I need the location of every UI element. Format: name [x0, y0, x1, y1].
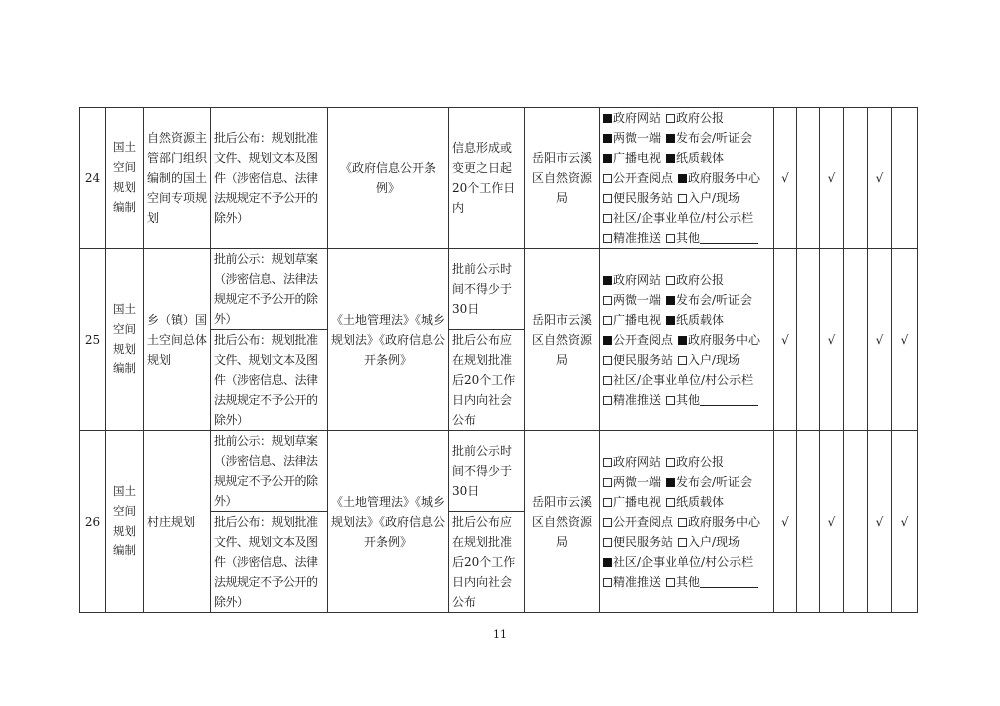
channel-option[interactable] — [603, 111, 661, 125]
channel-option[interactable] — [666, 495, 724, 509]
time-limit-cell: 批前公示时间不得少于30日 — [449, 431, 525, 512]
channel-line — [603, 270, 770, 290]
check-mark-cell: √ — [820, 249, 844, 431]
row-number: 25 — [80, 249, 106, 431]
fill-in-blank — [700, 231, 758, 244]
content-cell: 批前公示：规划草案（涉密信息、法律法规规定不予公开的除外） — [211, 431, 328, 512]
channel-option[interactable] — [603, 293, 661, 307]
unchecked-box-icon — [678, 518, 687, 527]
channel-option[interactable] — [678, 171, 760, 185]
checked-box-icon — [603, 154, 612, 163]
channel-option[interactable] — [603, 231, 661, 245]
channel-option[interactable] — [603, 191, 673, 205]
unchecked-box-icon — [666, 578, 675, 587]
check-mark-cell: √ — [892, 431, 918, 613]
channel-label: 其他 — [676, 574, 701, 589]
checked-box-icon — [678, 336, 687, 345]
table-row — [80, 108, 918, 249]
channel-option[interactable] — [603, 455, 661, 469]
fill-in-blank — [700, 393, 758, 406]
channel-label: 入户/现场 — [688, 191, 741, 205]
channel-option[interactable] — [603, 393, 661, 407]
channel-option[interactable] — [666, 313, 724, 327]
channel-label: 政府网站 — [613, 111, 662, 125]
unchecked-box-icon — [603, 174, 612, 183]
channel-line — [603, 512, 770, 532]
subject-cell: 岳阳市云溪区自然资源局 — [525, 249, 600, 431]
category-text-line: 空间 — [113, 160, 136, 175]
check-mark-cell — [892, 108, 918, 249]
item-cell: 乡（镇）国土空间总体规划 — [144, 249, 211, 431]
channel-label: 广播电视 — [613, 312, 662, 327]
channel-line — [603, 552, 770, 572]
check-mark-cell: √ — [868, 108, 892, 249]
check-mark-cell — [844, 249, 868, 431]
checked-box-icon — [603, 114, 612, 123]
channel-option[interactable] — [603, 131, 661, 145]
channel-label: 精准推送 — [613, 574, 662, 589]
category-text-line: 规划 — [113, 523, 136, 538]
unchecked-box-icon — [603, 498, 612, 507]
check-mark-cell — [844, 108, 868, 249]
channel-label: 公开查阅点 — [613, 171, 674, 185]
unchecked-box-icon — [603, 578, 612, 587]
channel-option[interactable] — [603, 535, 673, 549]
content-cell: 批后公布：规划批准文件、规划文本及图件（涉密信息、法律法规规定不予公开的除外） — [211, 512, 328, 613]
channel-option[interactable] — [666, 475, 752, 489]
page-number: 11 — [493, 628, 507, 641]
check-mark-cell: √ — [774, 108, 797, 249]
category-cell — [106, 431, 144, 613]
unchecked-box-icon — [603, 458, 612, 467]
checked-box-icon — [666, 296, 675, 305]
item-cell: 自然资源主管部门组织编制的国土空间专项规划 — [144, 108, 211, 249]
channel-option[interactable] — [678, 515, 760, 529]
channel-option[interactable] — [666, 575, 758, 589]
unchecked-box-icon — [603, 194, 612, 203]
channel-label: 便民服务站 — [613, 191, 674, 205]
channel-option[interactable] — [666, 455, 724, 469]
category-text-line: 规划 — [113, 180, 136, 194]
channel-cell — [600, 431, 774, 613]
channel-option[interactable] — [678, 353, 740, 367]
channel-option[interactable] — [603, 373, 753, 387]
channel-label: 政府服务中心 — [688, 171, 761, 185]
channel-line — [603, 108, 770, 128]
channel-label: 便民服务站 — [613, 352, 674, 367]
item-cell: 村庄规划 — [144, 431, 211, 613]
basis-cell: 《土地管理法》《城乡规划法》《政府信息公开条例》 — [328, 249, 449, 431]
channel-label: 其他 — [676, 392, 701, 407]
channel-option[interactable] — [678, 535, 740, 549]
channel-option[interactable] — [603, 555, 753, 569]
channel-label: 广播电视 — [613, 151, 662, 165]
category-text-line: 国土 — [113, 483, 136, 498]
channel-option[interactable] — [603, 151, 661, 165]
check-mark-cell — [797, 108, 820, 249]
channel-line — [603, 290, 770, 310]
check-mark-cell: √ — [868, 431, 892, 613]
unchecked-box-icon — [678, 194, 687, 203]
check-mark-cell: √ — [868, 249, 892, 431]
channel-line — [603, 310, 770, 330]
check-mark-cell: √ — [820, 108, 844, 249]
disclosure-table — [79, 107, 918, 613]
channel-option[interactable] — [666, 393, 758, 407]
category-text-line: 国土 — [113, 140, 136, 155]
channel-option[interactable] — [666, 293, 752, 307]
channel-option[interactable] — [603, 171, 673, 185]
channel-option[interactable] — [678, 333, 760, 347]
time-limit-cell: 批后公布应在规划批准后20个工作日内向社会公布 — [449, 512, 525, 613]
channel-option[interactable] — [603, 333, 673, 347]
channel-option[interactable] — [678, 191, 740, 205]
unchecked-box-icon — [666, 114, 675, 123]
channel-label: 纸质载体 — [676, 494, 725, 509]
channel-label: 两微一端 — [613, 131, 662, 145]
channel-label: 两微一端 — [613, 474, 662, 489]
unchecked-box-icon — [603, 316, 612, 325]
category-cell — [106, 249, 144, 431]
channel-option[interactable] — [603, 211, 753, 225]
checked-box-icon — [603, 276, 612, 285]
channel-line — [603, 208, 770, 228]
category-text-line: 空间 — [113, 321, 136, 336]
channel-option[interactable] — [666, 231, 758, 245]
checked-box-icon — [666, 478, 675, 487]
unchecked-box-icon — [603, 518, 612, 527]
channel-line — [603, 350, 770, 370]
channel-label: 社区/企事业单位/村公示栏 — [613, 211, 754, 225]
checked-box-icon — [666, 134, 675, 143]
channel-label: 公开查阅点 — [613, 332, 674, 347]
channel-label: 两微一端 — [613, 292, 662, 307]
row-number: 26 — [80, 431, 106, 613]
row-number: 24 — [80, 108, 106, 249]
check-mark-cell: √ — [774, 431, 797, 613]
channel-line — [603, 128, 770, 148]
channel-option[interactable] — [666, 151, 724, 165]
content-cell: 批后公布：规划批准文件、规划文本及图件（涉密信息、法律法规规定不予公开的除外） — [211, 108, 328, 249]
channel-line — [603, 188, 770, 208]
channel-line — [603, 390, 770, 410]
channel-label: 其他 — [676, 231, 701, 245]
time-limit-cell: 批后公布应在规划批准后20个工作日内向社会公布 — [449, 330, 525, 431]
channel-line — [603, 492, 770, 512]
channel-option[interactable] — [603, 475, 661, 489]
check-mark-cell: √ — [820, 431, 844, 613]
check-mark-cell: √ — [892, 249, 918, 431]
channel-line — [603, 148, 770, 168]
category-text-line: 规划 — [113, 341, 136, 356]
channel-option[interactable] — [603, 353, 673, 367]
channel-label: 政府服务中心 — [688, 332, 761, 347]
unchecked-box-icon — [666, 396, 675, 405]
channel-label: 纸质载体 — [676, 312, 725, 327]
time-limit-cell: 信息形成或变更之日起20个工作日内 — [449, 108, 525, 249]
category-cell — [106, 108, 144, 249]
channel-option[interactable] — [603, 515, 673, 529]
channel-label: 政府公报 — [676, 272, 725, 287]
channel-option[interactable] — [603, 575, 661, 589]
channel-option[interactable] — [603, 313, 661, 327]
unchecked-box-icon — [603, 296, 612, 305]
basis-cell: 《政府信息公开条例》 — [328, 108, 449, 249]
channel-label: 广播电视 — [613, 494, 662, 509]
unchecked-box-icon — [666, 498, 675, 507]
channel-option[interactable] — [603, 495, 661, 509]
channel-cell — [600, 108, 774, 249]
unchecked-box-icon — [603, 376, 612, 385]
check-mark-cell — [797, 249, 820, 431]
channel-line — [603, 330, 770, 350]
channel-label: 社区/企事业单位/村公示栏 — [613, 554, 754, 569]
unchecked-box-icon — [666, 458, 675, 467]
channel-label: 政府公报 — [676, 454, 725, 469]
channel-label: 入户/现场 — [688, 534, 741, 549]
subject-cell: 岳阳市云溪区自然资源局 — [525, 108, 600, 249]
basis-cell: 《土地管理法》《城乡规划法》《政府信息公开条例》 — [328, 431, 449, 613]
check-mark-cell: √ — [774, 249, 797, 431]
channel-line — [603, 472, 770, 492]
category-text-line: 编制 — [113, 543, 136, 558]
unchecked-box-icon — [603, 356, 612, 365]
channel-line — [603, 370, 770, 390]
subject-cell: 岳阳市云溪区自然资源局 — [525, 431, 600, 613]
content-cell: 批后公布：规划批准文件、规划文本及图件（涉密信息、法律法规规定不予公开的除外） — [211, 330, 328, 431]
category-text-line: 编制 — [113, 361, 136, 376]
channel-line — [603, 572, 770, 592]
unchecked-box-icon — [603, 478, 612, 487]
channel-label: 入户/现场 — [688, 352, 741, 367]
checked-box-icon — [666, 316, 675, 325]
category-text-line: 国土 — [113, 301, 136, 316]
channel-line — [603, 168, 770, 188]
unchecked-box-icon — [666, 234, 675, 243]
check-mark-cell — [844, 431, 868, 613]
channel-label: 公开查阅点 — [613, 514, 674, 529]
channel-label: 政府服务中心 — [688, 514, 761, 529]
channel-label: 便民服务站 — [613, 534, 674, 549]
channel-label: 发布会/听证会 — [676, 474, 753, 489]
channel-label: 发布会/听证会 — [676, 131, 753, 145]
channel-label: 政府网站 — [613, 272, 662, 287]
category-text-line: 编制 — [113, 199, 136, 214]
channel-cell — [600, 249, 774, 431]
checked-box-icon — [678, 174, 687, 183]
channel-label: 纸质载体 — [676, 151, 725, 165]
channel-option[interactable] — [666, 111, 724, 125]
time-limit-cell: 批前公示时间不得少于30日 — [449, 249, 525, 330]
channel-label: 发布会/听证会 — [676, 292, 753, 307]
unchecked-box-icon — [603, 396, 612, 405]
checked-box-icon — [603, 134, 612, 143]
unchecked-box-icon — [678, 356, 687, 365]
check-mark-cell — [797, 431, 820, 613]
content-cell: 批前公示：规划草案（涉密信息、法律法规规定不予公开的除外） — [211, 249, 328, 330]
channel-line — [603, 228, 770, 248]
channel-line — [603, 532, 770, 552]
channel-label: 政府公报 — [676, 111, 725, 125]
channel-label: 社区/企事业单位/村公示栏 — [613, 372, 754, 387]
table-row — [80, 249, 918, 330]
channel-line — [603, 452, 770, 472]
unchecked-box-icon — [603, 538, 612, 547]
category-text-line: 空间 — [113, 503, 136, 518]
channel-label: 政府网站 — [613, 454, 662, 469]
unchecked-box-icon — [603, 234, 612, 243]
channel-label: 精准推送 — [613, 231, 662, 245]
unchecked-box-icon — [603, 214, 612, 223]
table-row — [80, 431, 918, 512]
checked-box-icon — [603, 558, 612, 567]
checked-box-icon — [603, 336, 612, 345]
channel-option[interactable] — [603, 273, 661, 287]
channel-label: 精准推送 — [613, 392, 662, 407]
fill-in-blank — [700, 575, 758, 588]
channel-option[interactable] — [666, 273, 724, 287]
unchecked-box-icon — [678, 538, 687, 547]
checked-box-icon — [666, 154, 675, 163]
unchecked-box-icon — [666, 276, 675, 285]
channel-option[interactable] — [666, 131, 752, 145]
